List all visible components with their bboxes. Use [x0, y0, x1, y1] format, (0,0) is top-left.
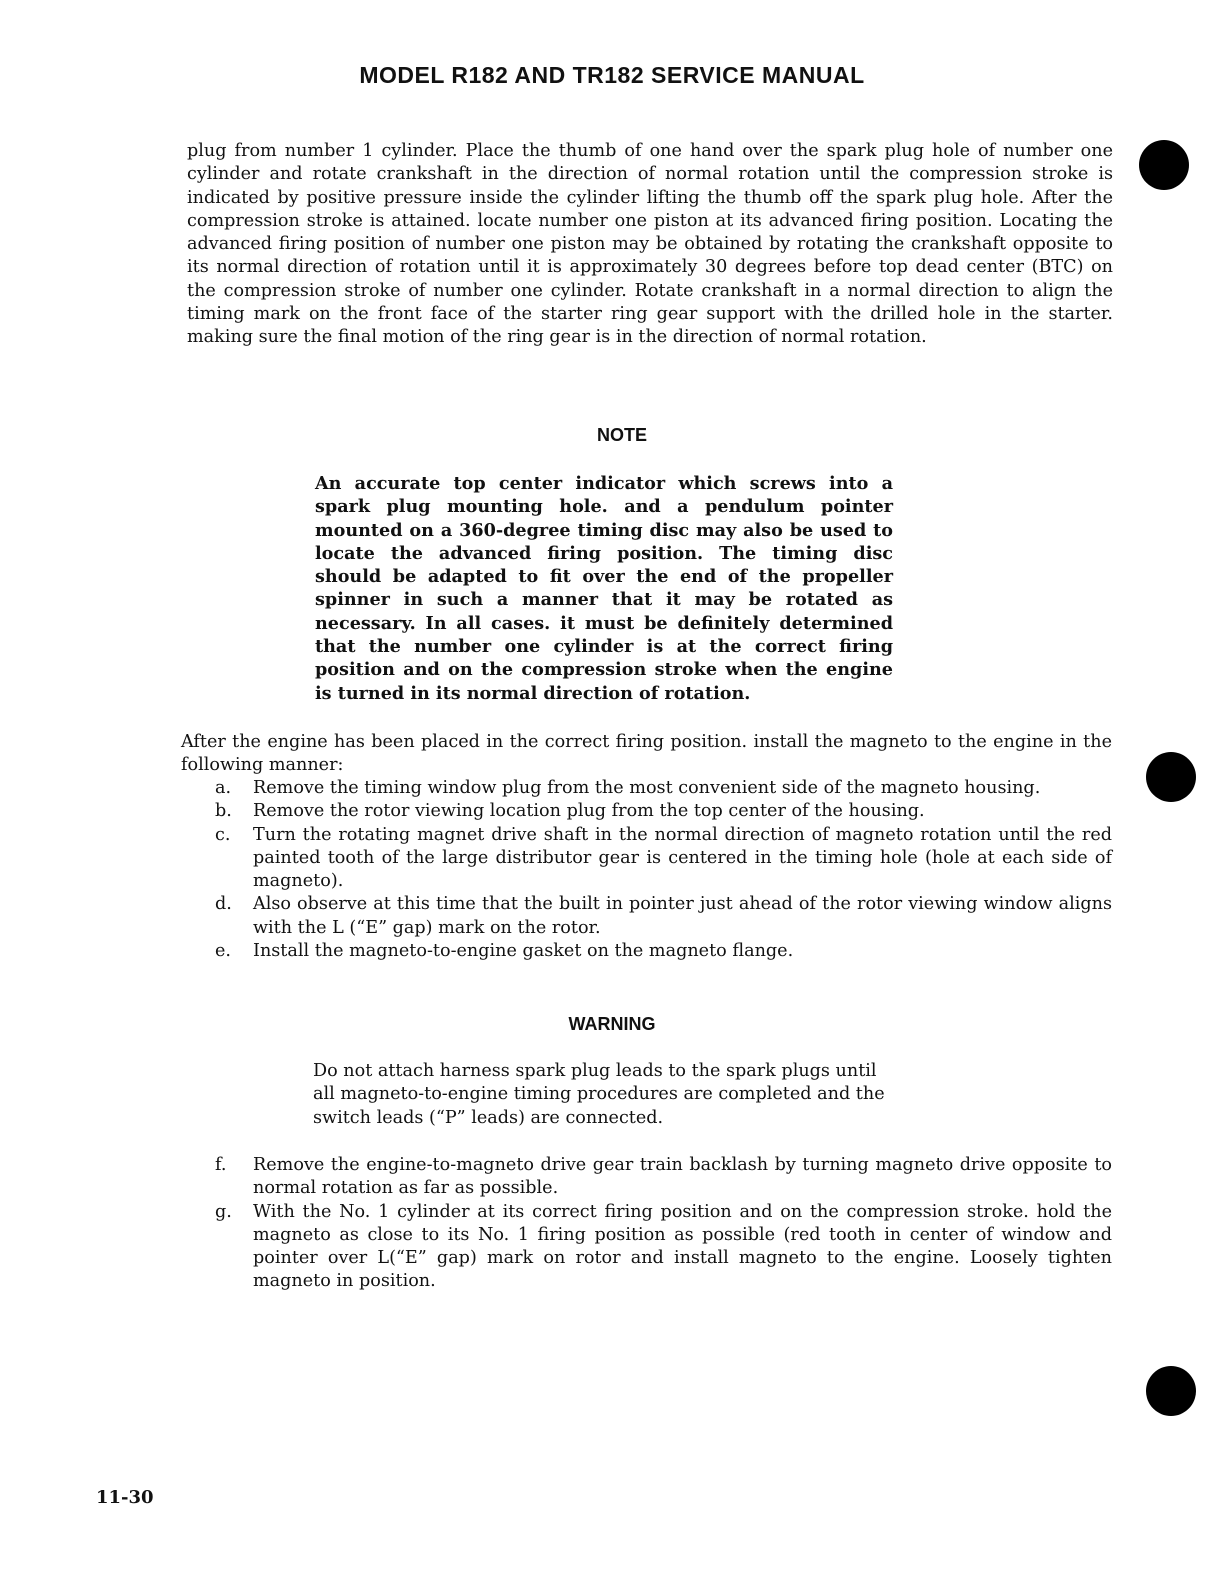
step-text: Turn the rotating magnet drive shaft in the normal direction of magneto rotation until the red painted tooth of the large distributor gear is centered in the timing hole (hole at each side of magneto). — [253, 824, 1112, 892]
binder-hole-icon — [1139, 140, 1189, 190]
step-letter: b. — [215, 801, 232, 822]
intro-paragraph: plug from number 1 cylinder. Place the thumb of one hand over the spark plug hole of number one cylinder and rotate crankshaft in the direction of normal rotation until the compression stroke is indicated by positive pressure inside the cylinder lifting the thumb off the spark plug hole. After the compression stroke is attained. locate number one piston at its advanced firing position. Locating the advanced firing position of number one piston may be obtained by rotating the crankshaft opposite to its normal direction of rotation until it is approximately 30 degrees before top dead center (BTC) on the compression stroke of number one cylinder. Rotate crankshaft in a normal direction to align the timing mark on the front face of the starter ring gear support with the drilled hole in the starter. making sure the final motion of the ring gear is in the direction of normal rotation. — [187, 141, 1113, 348]
step-letter: c. — [215, 824, 231, 845]
step-letter: e. — [215, 941, 232, 962]
step-text: With the No. 1 cylinder at its correct firing position and on the compression stroke. hold the magneto as close to its No. 1 firing position as possible (red tooth in center of window and pointer over L(“E” gap) mark on rotor and install magneto to the engine. Loosely tighten magneto in position. — [253, 1201, 1112, 1292]
page-title: MODEL R182 AND TR182 SERVICE MANUAL — [359, 62, 865, 88]
step-letter: a. — [215, 778, 232, 798]
list-item — [215, 1201, 1112, 1294]
list-item — [215, 1154, 1112, 1201]
step-text: Install the magneto-to-engine gasket on the magneto flange. — [253, 941, 794, 962]
step-letter: f. — [215, 1155, 227, 1175]
warning-body: Do not attach harness spark plug leads to the spark plugs until all magneto-to-engine timing procedures are completed and the switch leads (“P” leads) are connected. — [313, 1061, 885, 1128]
step-letter: d. — [215, 894, 232, 915]
step-text: Remove the engine-to-magneto drive gear train backlash by turning magneto drive opposite to normal rotation as far as possible. — [253, 1155, 1112, 1199]
steps-list-second — [215, 1154, 1112, 1294]
list-item — [215, 800, 1112, 823]
binder-hole-icon — [1146, 1366, 1196, 1416]
binder-hole-icon — [1146, 752, 1196, 802]
list-item — [215, 824, 1112, 894]
step-letter: g. — [215, 1201, 232, 1222]
step-text: Remove the timing window plug from the most convenient side of the magneto housing. — [253, 778, 1041, 798]
note-heading: NOTE — [596, 425, 647, 445]
step-text: Remove the rotor viewing location plug from the top center of the housing. — [253, 801, 925, 822]
step-text: Also observe at this time that the built in pointer just ahead of the rotor viewing window aligns with the L (“E” gap) mark on the rotor. — [253, 894, 1112, 938]
install-intro: After the engine has been placed in the correct firing position. install the magneto to the engine in the following manner: — [181, 732, 1112, 776]
list-item — [215, 940, 1112, 963]
list-item — [215, 777, 1112, 800]
warning-heading: WARNING — [568, 1014, 656, 1034]
page-number: 11-30 — [96, 1487, 154, 1508]
note-body: An accurate top center indicator which screws into a spark plug mounting hole. and a pendulum pointer mounted on a 360-degree timing disc may also be used to locate the advanced firing position. The timing disc should be adapted to fit over the end of the propeller spinner in such a manner that it may be rotated as necessary. In all cases. it must be definitely determined that the number one cylinder is at the correct firing position and on the compression stroke when the engine is turned in its normal direction of rotation. — [315, 473, 893, 704]
steps-list-first — [215, 777, 1112, 963]
list-item — [215, 893, 1112, 940]
